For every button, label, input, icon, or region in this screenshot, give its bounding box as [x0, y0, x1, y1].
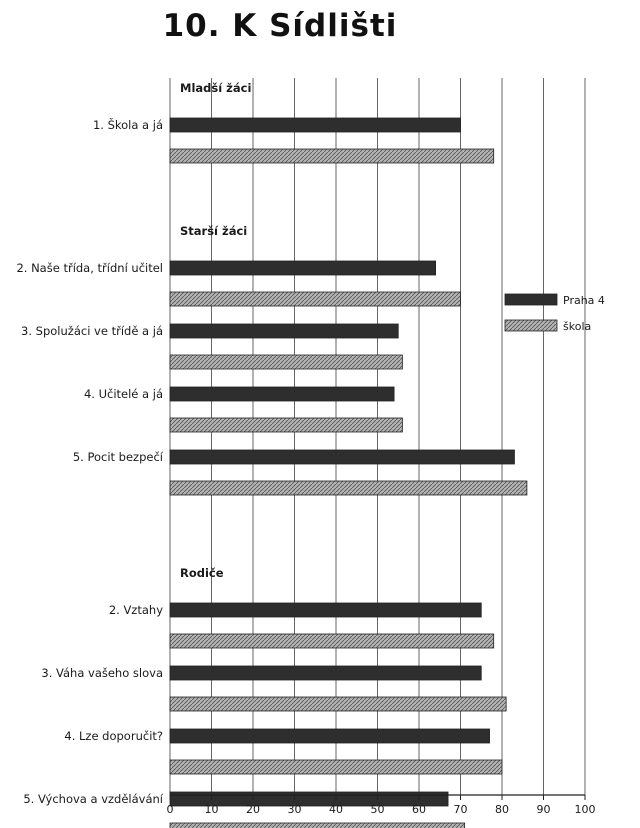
bar-skola — [170, 634, 494, 648]
category-label: 2. Naše třída, třídní učitel — [16, 261, 163, 275]
bar-skola — [170, 292, 461, 306]
bar-skola — [170, 355, 402, 369]
bar-skola — [170, 697, 506, 711]
x-tick-label: 40 — [329, 803, 343, 816]
x-tick-label: 10 — [204, 803, 219, 816]
bar-praha4 — [170, 603, 481, 617]
x-tick-label: 100 — [574, 803, 596, 816]
x-tick-label: 20 — [246, 803, 260, 816]
x-tick-label: 30 — [287, 803, 302, 816]
x-tick-label: 60 — [412, 803, 426, 816]
section-label: Rodiče — [180, 566, 224, 580]
section-label: Starší žáci — [180, 224, 248, 238]
x-tick-label: 0 — [166, 803, 174, 816]
category-label: 3. Spolužáci ve třídě a já — [21, 324, 163, 338]
chart-title: 10. K Sídlišti — [162, 8, 398, 44]
section-label: Mladší žáci — [180, 81, 252, 95]
bar-praha4 — [170, 261, 436, 275]
bar-praha4 — [170, 666, 481, 680]
category-label: 5. Výchova a vzdělávání — [23, 792, 163, 806]
bar-praha4 — [170, 729, 490, 743]
legend-swatch-praha4 — [505, 294, 557, 305]
bar-skola — [170, 760, 502, 774]
x-tick-label: 90 — [536, 803, 551, 816]
legend-swatch-skola — [505, 320, 557, 331]
category-label: 5. Pocit bezpečí — [72, 450, 163, 464]
category-label: 3. Váha vašeho slova — [41, 666, 163, 680]
bar-praha4 — [170, 387, 394, 401]
legend — [505, 294, 605, 333]
bar-praha4 — [170, 324, 398, 338]
category-label: 2. Vztahy — [108, 603, 163, 617]
bar-skola — [170, 418, 402, 432]
bar-skola — [170, 481, 527, 495]
legend-label-praha4: Praha 4 — [563, 294, 605, 307]
bar-praha4 — [170, 450, 514, 464]
gridlines — [170, 78, 585, 795]
x-tick-label: 50 — [370, 803, 385, 816]
bar-skola — [170, 149, 494, 163]
bar-skola — [170, 823, 465, 828]
category-label: 4. Učitelé a já — [83, 387, 163, 401]
legend-label-skola: škola — [563, 320, 592, 333]
x-tick-label: 80 — [495, 803, 509, 816]
x-tick-label: 70 — [453, 803, 468, 816]
category-label: 4. Lze doporučit? — [64, 729, 163, 743]
category-label: 1. Škola a já — [92, 118, 163, 132]
bar-praha4 — [170, 118, 461, 132]
